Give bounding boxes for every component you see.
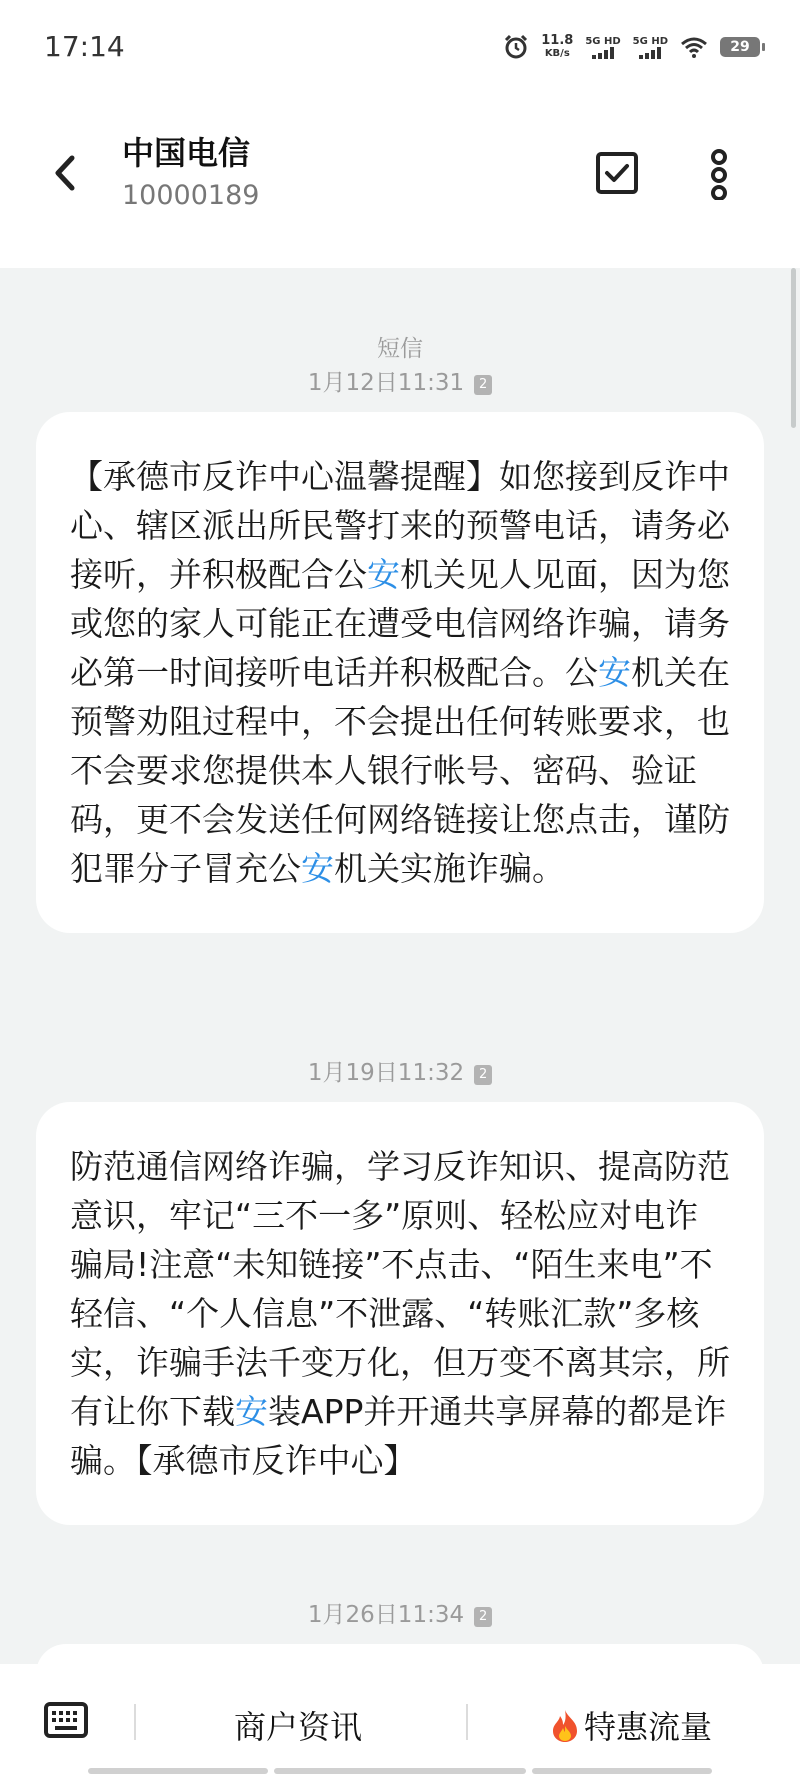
- message-timestamp: [0, 1596, 800, 1629]
- status-icons: [503, 34, 760, 60]
- sim2-signal: [633, 36, 668, 59]
- text-segment: 机关见人见面，因为您或您的家人可能正在遭受电信网络诈骗，请务必第一时间接听电话并积极配合。公: [70, 555, 730, 692]
- menu-special-data-label: 特惠流量: [584, 1708, 713, 1746]
- message-bubble[interactable]: [36, 412, 764, 933]
- battery-icon: [720, 37, 760, 57]
- timestamp-text: 1月26日11:34: [307, 1602, 465, 1628]
- message-type-label: 短信: [377, 336, 423, 362]
- text-segment: 机关在预警劝阻过程中，不会提出任何转账要求，也不会要求您提供本人银行帐号、密码、验证码，更不会发送任何网络链接让您点击，谨防犯罪分子冒充公: [70, 653, 730, 888]
- select-messages-button[interactable]: [594, 150, 640, 196]
- highlighted-link[interactable]: 安: [598, 653, 631, 692]
- text-segment: 防范通信网络诈骗，学习反诈知识、提高防范意识，牢记“三不一多”原则、轻松应对电诈骗局!注意“未知链接”不点击、“陌生来电”不轻信、“个人信息”不泄露、“转账汇款”多核实，诈骗手法千变万化，但万变不离其宗，所有让你下载: [70, 1147, 730, 1431]
- message-text: [70, 452, 730, 893]
- back-button[interactable]: [44, 148, 90, 198]
- net-speed-value: 11.8: [541, 33, 574, 48]
- more-vertical-icon: [702, 148, 736, 200]
- divider: [466, 1704, 468, 1740]
- sim2-label: 5G HD: [632, 35, 668, 47]
- nav-indicator: [274, 1768, 526, 1774]
- message-bubble[interactable]: [36, 1102, 764, 1525]
- keyboard-icon: [44, 1702, 88, 1738]
- menu-merchant-info[interactable]: 商户资讯: [234, 1708, 363, 1746]
- highlighted-link[interactable]: 安: [235, 1392, 268, 1431]
- net-speed: [541, 34, 573, 60]
- message-timestamp: [0, 1054, 800, 1087]
- sim2-badge-icon: 2: [474, 375, 492, 395]
- more-options-button[interactable]: [702, 148, 736, 200]
- status-time: 17:14: [44, 30, 125, 63]
- text-segment: 机关实施诈骗。: [334, 849, 565, 888]
- contact-number: 10000189: [122, 180, 260, 211]
- battery-level: 29: [730, 39, 750, 55]
- highlighted-link[interactable]: 安: [301, 849, 334, 888]
- nav-indicator: [532, 1768, 712, 1774]
- signal-bars-icon: [639, 47, 661, 59]
- bottom-menu-bar: [0, 1664, 800, 1778]
- contact-name: 中国电信: [122, 134, 251, 172]
- top-bar: [0, 0, 800, 268]
- sim1-signal: [585, 36, 620, 59]
- checkbox-icon: [594, 150, 640, 196]
- nav-indicator: [88, 1768, 268, 1774]
- fire-icon: [550, 1708, 580, 1752]
- highlighted-link[interactable]: 安: [367, 555, 400, 594]
- wifi-icon: [680, 36, 708, 58]
- signal-bars-icon: [592, 47, 614, 59]
- sim2-badge-icon: 2: [474, 1607, 492, 1627]
- net-speed-unit: KB/s: [544, 48, 570, 59]
- sim1-label: 5G HD: [585, 35, 621, 47]
- message-text: [70, 1142, 730, 1485]
- alarm-icon: [503, 34, 529, 60]
- keyboard-button[interactable]: [44, 1702, 88, 1738]
- message-timestamp: [0, 364, 800, 397]
- menu-special-data[interactable]: [550, 1702, 712, 1752]
- text-segment: 【承德市反诈中心温馨提醒】如您接到反诈中心、辖区派出所民警打来的预警电话，请务必接听，并积极配合公: [70, 457, 730, 594]
- sim2-badge-icon: 2: [474, 1065, 492, 1085]
- timestamp-text: 1月19日11:32: [307, 1060, 465, 1086]
- timestamp-text: 1月12日11:31: [307, 370, 465, 396]
- divider: [134, 1704, 136, 1740]
- text-segment: 装APP并开通共享屏幕的都是诈骗。【承德市反诈中心】: [70, 1392, 727, 1480]
- chevron-left-icon: [44, 148, 90, 198]
